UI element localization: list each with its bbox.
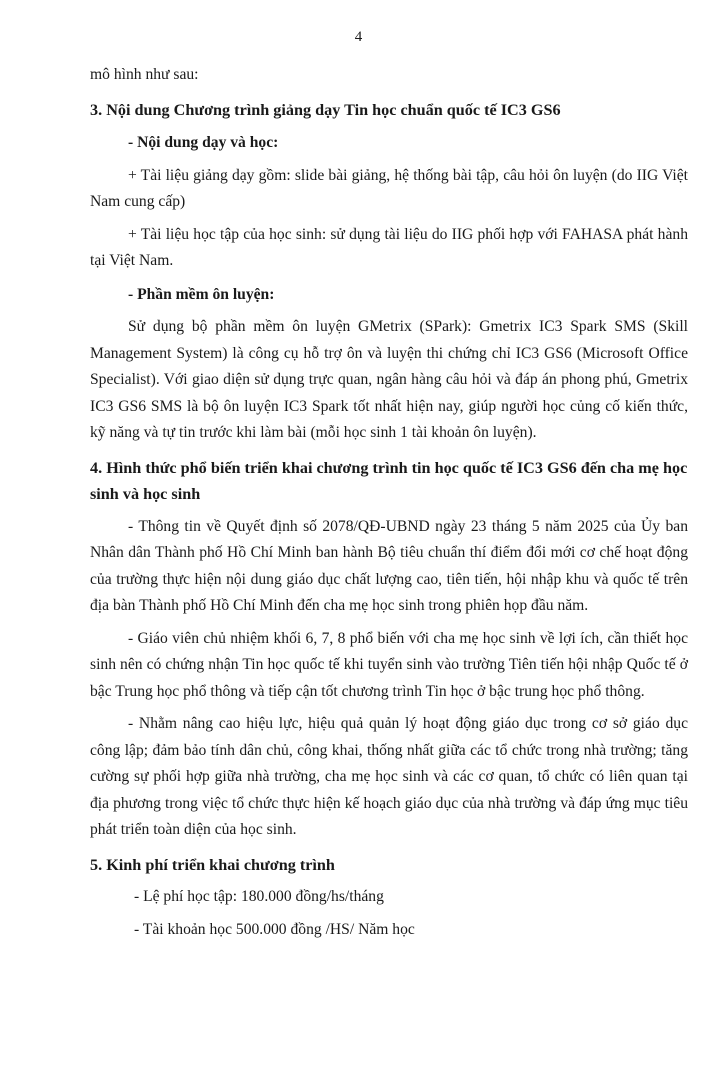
- content-subheading: - Nội dung dạy và học:: [128, 134, 279, 151]
- section-4-paragraph-2: - Giáo viên chủ nhiệm khối 6, 7, 8 phổ biến với cha mẹ học sinh về lợi ích, cần thiết học sinh nên có chứng nhận Tin học quốc tế khi tuyển sinh vào trường Tiên tiến hội nhập Quốc tế ở bậc Trung học phổ thông và tiếp cận tốt chương trình Tin học ở bậc trung học phổ thông.: [90, 629, 688, 700]
- intro-line: mô hình như sau:: [90, 66, 199, 83]
- software-paragraph: Sử dụng bộ phần mềm ôn luyện GMetrix (SPark): Gmetrix IC3 Spark SMS (Skill Management System) là công cụ hỗ trợ ôn và luyện thi chứng chỉ IC3 GS6 (Microsoft Office Specialist). Với giao diện sử dụng trực quan, ngân hàng câu hỏi và đáp án phong phú, Gmetrix IC3 GS6 SMS là bộ ôn luyện IC3 Spark tốt nhất hiện nay, giúp người học củng cố kiến thức, kỹ năng và tự tin trước khi làm bài (mỗi học sinh 1 tài khoản ôn luyện).: [90, 318, 688, 441]
- account-line: - Tài khoản học 500.000 đồng /HS/ Năm học: [134, 920, 415, 938]
- page-number: 4: [354, 29, 363, 45]
- section-5-heading: 5. Kinh phí triển khai chương trình: [90, 855, 335, 874]
- page-content: [90, 62, 688, 943]
- software-subheading: - Phần mềm ôn luyện:: [128, 285, 275, 303]
- section-4-paragraph-3: - Nhằm nâng cao hiệu lực, hiệu quả quản lý hoạt động giáo dục trong cơ sở giáo dục công lập; đảm bảo tính dân chủ, công khai, thống nhất giữa các tổ chức trong nhà trường; tăng cường sự phối hợp giữa nhà trường, cha mẹ học sinh và các cơ quan, tổ chức có liên quan tại địa phương trong việc tổ chức thực hiện kế hoạch giáo dục của nhà trường và đáp ứng mục tiêu phát triển toàn diện của học sinh.: [90, 715, 688, 838]
- section-4-paragraph-1: - Thông tin về Quyết định số 2078/QĐ-UBND ngày 23 tháng 5 năm 2025 của Ủy ban Nhân dân Thành phố Hồ Chí Minh ban hành Bộ tiêu chuẩn thí điểm đổi mới cơ chế hoạt động của trường thực hiện nội dung giáo dục chất lượng cao, tiên tiến, hội nhập khu và quốc tế trên địa bàn Thành phố Hồ Chí Minh đến cha mẹ học sinh trong phiên họp đầu năm.: [90, 517, 688, 614]
- section-3-heading: 3. Nội dung Chương trình giảng dạy Tin học chuẩn quốc tế IC3 GS6: [90, 100, 561, 119]
- section-4-heading: 4. Hình thức phổ biến triển khai chương trình tin học quốc tế IC3 GS6 đến cha mẹ học sinh và học sinh: [90, 458, 688, 503]
- fee-line: - Lệ phí học tập: 180.000 đồng/hs/tháng: [134, 888, 384, 905]
- teaching-materials-paragraph: + Tài liệu giảng dạy gồm: slide bài giảng, hệ thống bài tập, câu hỏi ôn luyện (do IIG Việt Nam cung cấp): [90, 166, 688, 210]
- student-materials-paragraph: + Tài liệu học tập của học sinh: sử dụng tài liệu do IIG phối hợp với FAHASA phát hành tại Việt Nam.: [90, 225, 688, 269]
